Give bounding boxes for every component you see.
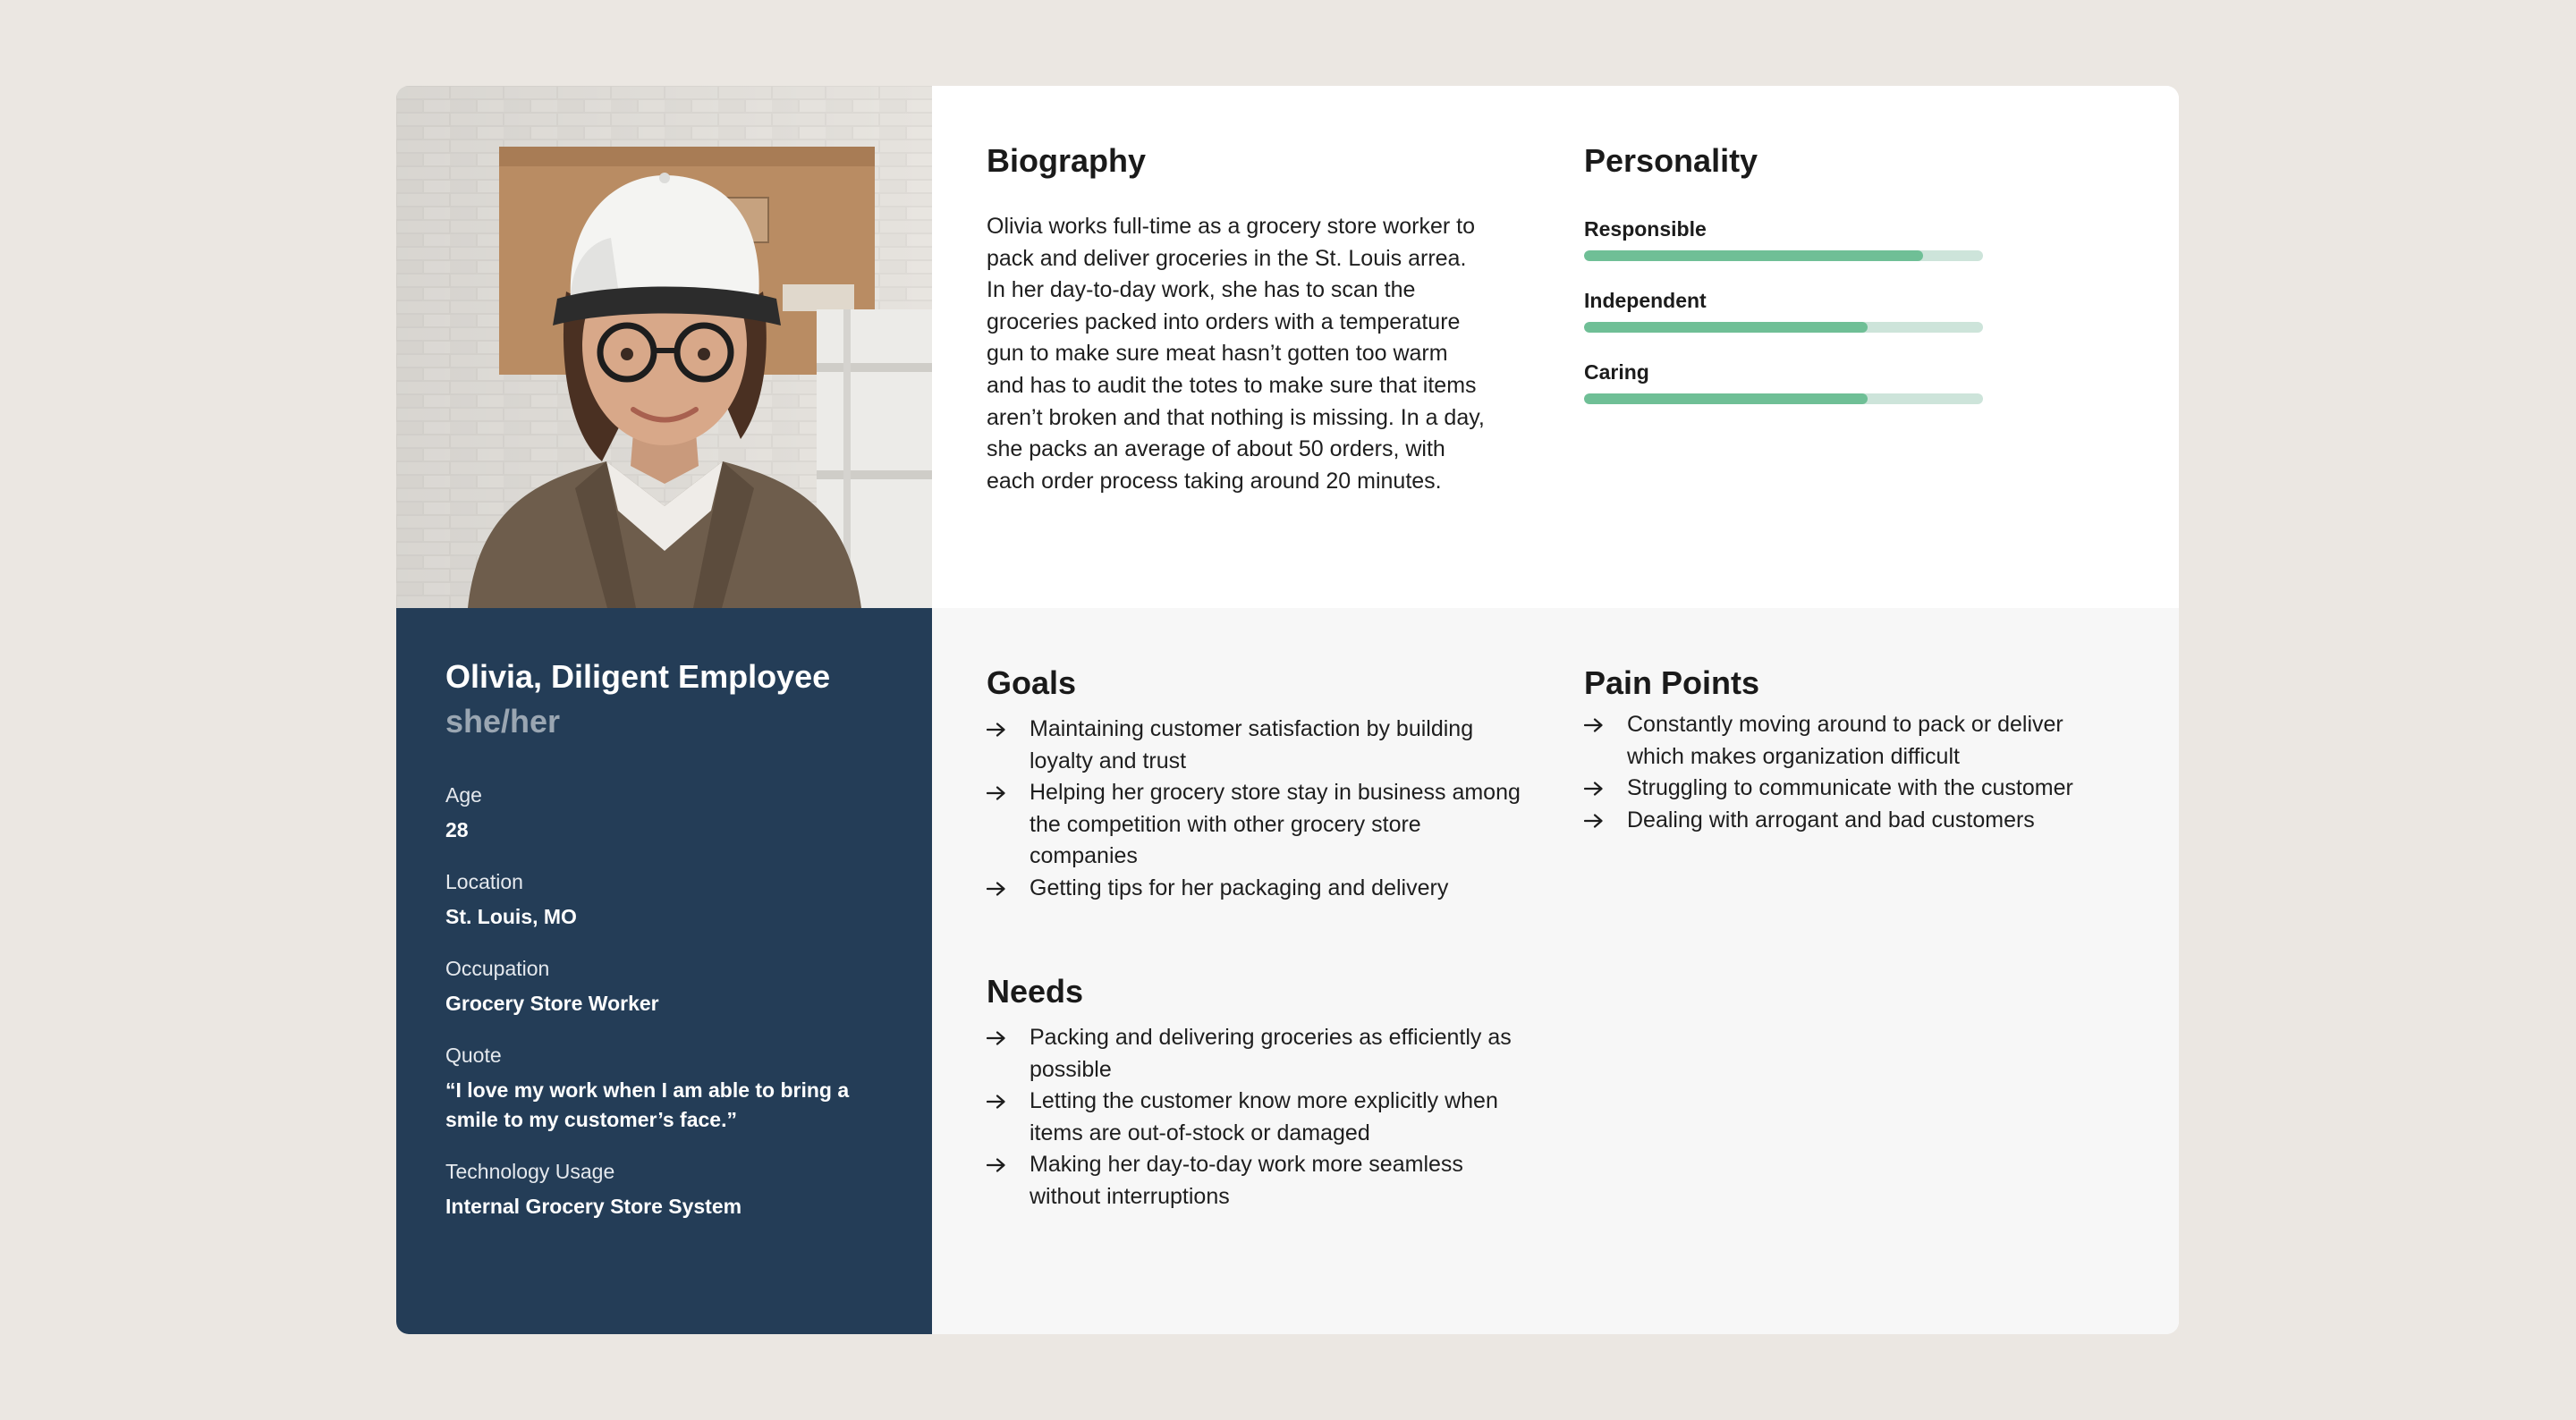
list-item bbox=[987, 777, 1523, 873]
personality-title: Personality bbox=[1584, 142, 1758, 179]
attribute-label: Location bbox=[445, 870, 523, 893]
profile-attribute bbox=[445, 782, 884, 845]
attribute-label: Technology Usage bbox=[445, 1160, 615, 1183]
persona-photo bbox=[396, 86, 932, 608]
personality-section bbox=[1584, 141, 2049, 431]
personality-trait bbox=[1584, 359, 2049, 404]
list-item bbox=[1584, 709, 2121, 773]
list-item bbox=[987, 1149, 1523, 1213]
personality-trait bbox=[1584, 288, 2049, 333]
arrow-right-icon bbox=[987, 1022, 1008, 1054]
trait-label: Responsible bbox=[1584, 217, 1707, 241]
pain-points-title: Pain Points bbox=[1584, 664, 1760, 701]
list-item-text: Packing and delivering groceries as efficiently as possible bbox=[1030, 1025, 1512, 1082]
list-item-text: Constantly moving around to pack or deliver which makes organization difficult bbox=[1627, 712, 2063, 769]
list-item bbox=[987, 1022, 1523, 1086]
trait-label: Independent bbox=[1584, 289, 1707, 312]
list-item-text: Letting the customer know more explicitly when items are out-of-stock or damaged bbox=[1030, 1088, 1498, 1145]
arrow-right-icon bbox=[1584, 709, 1606, 741]
personality-traits bbox=[1584, 216, 2049, 404]
attribute-value: Grocery Store Worker bbox=[445, 992, 659, 1015]
trait-bar-fill bbox=[1584, 322, 1868, 333]
trait-bar-fill bbox=[1584, 250, 1923, 261]
list-item-text: Maintaining customer satisfaction by building loyalty and trust bbox=[1030, 716, 1474, 773]
profile-attribute bbox=[445, 1158, 884, 1221]
arrow-right-icon bbox=[1584, 773, 1606, 805]
arrow-right-icon bbox=[987, 777, 1008, 809]
profile-attributes bbox=[445, 782, 884, 1221]
list-item bbox=[1584, 773, 2121, 805]
top-panel bbox=[932, 86, 2179, 608]
persona-name: Olivia, Diligent Employee bbox=[445, 658, 831, 695]
needs-title: Needs bbox=[987, 973, 1084, 1010]
arrow-right-icon bbox=[987, 873, 1008, 905]
biography-title: Biography bbox=[987, 142, 1147, 179]
list-item-text: Struggling to communicate with the customer bbox=[1627, 775, 2073, 801]
list-item bbox=[987, 1086, 1523, 1149]
profile-attribute bbox=[445, 868, 884, 932]
trait-bar-fill bbox=[1584, 393, 1868, 404]
profile-panel bbox=[396, 608, 932, 1334]
profile-attribute bbox=[445, 955, 884, 1019]
list-item-text: Getting tips for her packaging and delivery bbox=[1030, 875, 1449, 900]
list-item bbox=[987, 714, 1523, 777]
arrow-right-icon bbox=[1584, 805, 1606, 837]
persona-pronouns: she/her bbox=[445, 703, 561, 740]
list-item-text: Dealing with arrogant and bad customers bbox=[1627, 807, 2035, 833]
attribute-value: “I love my work when I am able to bring a smile to my customer’s face.” bbox=[445, 1078, 850, 1131]
trait-bar bbox=[1584, 393, 1983, 404]
profile-attribute bbox=[445, 1042, 884, 1135]
goals-title: Goals bbox=[987, 664, 1077, 701]
biography-text: Olivia works full-time as a grocery store worker to pack and deliver groceries in the St. Louis arrea. In her day-to-day work, she has to scan the groceries packed into orders with a temperature gun to make sure meat hasn’t gotten too warm and has to audit the totes to make sure that items aren’t broken and that nothing is missing. In a day, she packs an average of about 50 orders, with each order process taking around 20 minutes. bbox=[987, 214, 1485, 494]
attribute-value: Internal Grocery Store System bbox=[445, 1195, 742, 1218]
persona-card bbox=[396, 86, 2179, 1334]
pain-points-list bbox=[1584, 709, 2121, 836]
trait-label: Caring bbox=[1584, 360, 1649, 384]
biography-section bbox=[987, 141, 1487, 497]
trait-bar bbox=[1584, 322, 1983, 333]
personality-trait bbox=[1584, 216, 2049, 261]
trait-bar bbox=[1584, 250, 1983, 261]
list-item-text: Helping her grocery store stay in business among the competition with other grocery store companies bbox=[1030, 780, 1521, 869]
woman-portrait-image bbox=[396, 86, 932, 608]
goals-section bbox=[987, 664, 1523, 905]
needs-section bbox=[987, 972, 1523, 1213]
attribute-label: Quote bbox=[445, 1044, 502, 1067]
arrow-right-icon bbox=[987, 1086, 1008, 1118]
arrow-right-icon bbox=[987, 1149, 1008, 1181]
attribute-value: St. Louis, MO bbox=[445, 905, 577, 928]
goals-list bbox=[987, 714, 1523, 905]
list-item bbox=[987, 873, 1523, 905]
pain-points-section bbox=[1584, 664, 2121, 836]
list-item-text: Making her day-to-day work more seamless without interruptions bbox=[1030, 1152, 1463, 1209]
list-item bbox=[1584, 805, 2121, 837]
arrow-right-icon bbox=[987, 714, 1008, 746]
attribute-value: 28 bbox=[445, 818, 469, 841]
attribute-label: Occupation bbox=[445, 957, 550, 980]
needs-list bbox=[987, 1022, 1523, 1213]
attribute-label: Age bbox=[445, 783, 482, 807]
bottom-panel bbox=[932, 608, 2179, 1334]
